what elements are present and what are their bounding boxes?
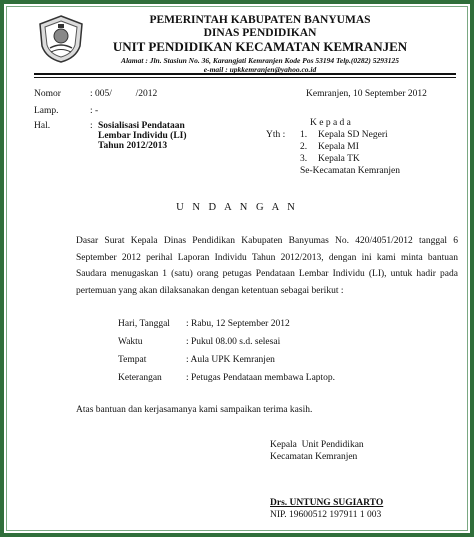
detail-label: Hari, Tanggal [118, 319, 170, 329]
nomor-value: : 005/ /2012 [90, 89, 158, 99]
hal-colon: : [90, 121, 93, 131]
letterhead-address: Alamat : Jln. Stasiun No. 36, Karangjati Kemranjen Kode Pos 53194 Telp.(0282) 5293125 [120, 56, 400, 66]
yth-label: Yth : [266, 130, 286, 140]
regency-crest-icon [36, 14, 86, 64]
signature-name: Drs. UNTUNG SUGIARTO [270, 498, 384, 508]
letterhead-rule-thin [34, 77, 456, 78]
lamp-label: Lamp. [34, 106, 59, 116]
document-title: U N D A N G A N [176, 202, 298, 213]
body-paragraph: Dasar Surat Kepala Dinas Pendidikan Kabupaten Banyumas No. 420/4051/2012 tanggal 6 September 2012 perihal Laporan Individu Tahun 2012/2013, dengan ini kami minta bantuan Saudara menugaskan 1 (satu) orang petugas Pendataan Lembar Individu (LI), untuk hadir pada pertemuan yang akan dilaksanakan dengan ketentuan sebagai berikut : [76, 236, 458, 296]
letterhead-line2: DINAS PENDIDIKAN [203, 27, 317, 40]
recipient-location: Se-Kecamatan Kemranjen [300, 166, 400, 176]
signature-title2: Kecamatan Kemranjen [270, 452, 358, 462]
hal-label: Hal. [34, 121, 51, 131]
detail-value: : Petugas Pendataan membawa Laptop. [186, 373, 336, 383]
recipient-item: Kepala MI [318, 142, 359, 152]
detail-value: : Pukul 08.00 s.d. selesai [186, 337, 281, 347]
closing-text: Atas bantuan dan kerjasamanya kami sampaikan terima kasih. [76, 405, 313, 415]
nomor-label: Nomor [34, 89, 61, 99]
place-date: Kemranjen, 10 September 2012 [306, 89, 427, 99]
hal-line: Tahun 2012/2013 [98, 141, 168, 151]
letterhead-email: e-mail : upkkemranjen@yahoo.co.id [203, 65, 317, 74]
hal-line: Sosialisasi Pendataan [98, 121, 185, 131]
lamp-value: : - [90, 106, 99, 116]
letterhead [90, 14, 430, 75]
letterhead-line1: PEMERINTAH KABUPATEN BANYUMAS [149, 14, 371, 26]
signature-title1: Kepala Unit Pendidikan [270, 440, 364, 450]
detail-label: Keterangan [118, 373, 162, 383]
signature-nip: NIP. 19600512 197911 1 003 [270, 510, 382, 520]
recipient-item: Kepala TK [318, 154, 360, 164]
recipient-number: 2. [300, 142, 308, 152]
detail-value: : Rabu, 12 September 2012 [186, 319, 290, 329]
recipient-number: 1. [300, 130, 308, 140]
hal-line: Lembar Individu (LI) [98, 131, 187, 141]
letterhead-rule-thick [34, 73, 456, 75]
letter-page [10, 10, 464, 527]
recipient-number: 3. [300, 154, 308, 164]
detail-value: : Aula UPK Kemranjen [186, 355, 275, 365]
letterhead-line3: UNIT PENDIDIKAN KECAMATAN KEMRANJEN [112, 39, 408, 55]
detail-label: Tempat [118, 355, 147, 365]
recipient-item: Kepala SD Negeri [318, 130, 388, 140]
detail-label: Waktu [118, 337, 143, 347]
kepada-label: K e p a d a [310, 118, 351, 128]
